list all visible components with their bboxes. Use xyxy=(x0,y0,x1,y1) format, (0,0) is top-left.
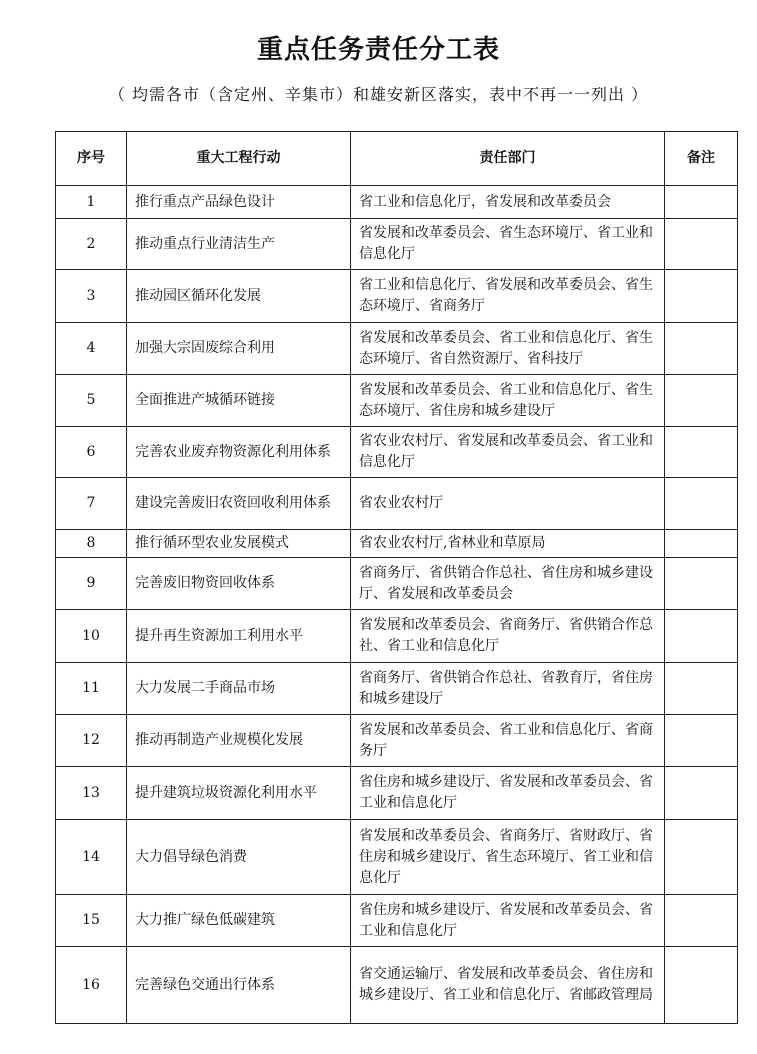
table-row xyxy=(56,375,738,427)
table-row xyxy=(56,558,738,610)
page-subtitle: （ 均需各市（含定州、辛集市）和雄安新区落实，表中不再一一列出 ） xyxy=(108,85,649,104)
cell-action: 加强大宗固废综合利用 xyxy=(127,323,351,375)
cell-index: 4 xyxy=(56,323,127,375)
cell-action: 提升建筑垃圾资源化利用水平 xyxy=(127,767,351,820)
cell-remarks xyxy=(665,558,738,610)
cell-action: 推动园区循环化发展 xyxy=(127,270,351,323)
header-remarks: 备注 xyxy=(665,132,738,186)
cell-remarks xyxy=(665,610,738,663)
cell-remarks xyxy=(665,427,738,478)
cell-action: 建设完善废旧农资回收利用体系 xyxy=(127,478,351,530)
table-row xyxy=(56,895,738,947)
cell-remarks xyxy=(665,895,738,947)
cell-department: 省住房和城乡建设厅、省发展和改革委员会、省工业和信息化厅 xyxy=(351,895,665,947)
table-row xyxy=(56,767,738,820)
table-row xyxy=(56,323,738,375)
cell-department: 省发展和改革委员会、省工业和信息化厅、省商务厅 xyxy=(351,715,665,767)
cell-remarks xyxy=(665,323,738,375)
table-row xyxy=(56,820,738,895)
cell-department: 省发展和改革委员会、省工业和信息化厅、省生态环境厅、省自然资源厅、省科技厅 xyxy=(351,323,665,375)
cell-remarks xyxy=(665,820,738,895)
cell-index: 9 xyxy=(56,558,127,610)
cell-department: 省工业和信息化厅、省发展和改革委员会、省生态环境厅、省商务厅 xyxy=(351,270,665,323)
cell-remarks xyxy=(665,270,738,323)
cell-action: 推行循环型农业发展模式 xyxy=(127,530,351,558)
cell-action: 提升再生资源加工利用水平 xyxy=(127,610,351,663)
table-row xyxy=(56,186,738,219)
cell-department: 省农业农村厅、省发展和改革委员会、省工业和信息化厅 xyxy=(351,427,665,478)
table-row xyxy=(56,947,738,1024)
cell-index: 7 xyxy=(56,478,127,530)
table-header-row xyxy=(56,132,738,186)
cell-index: 3 xyxy=(56,270,127,323)
cell-department: 省住房和城乡建设厅、省发展和改革委员会、省工业和信息化厅 xyxy=(351,767,665,820)
cell-remarks xyxy=(665,186,738,219)
cell-action: 完善农业废弃物资源化利用体系 xyxy=(127,427,351,478)
cell-index: 13 xyxy=(56,767,127,820)
cell-action: 大力倡导绿色消费 xyxy=(127,820,351,895)
cell-action: 完善绿色交通出行体系 xyxy=(127,947,351,1024)
cell-index: 10 xyxy=(56,610,127,663)
cell-department: 省农业农村厅,省林业和草原局 xyxy=(351,530,665,558)
cell-remarks xyxy=(665,715,738,767)
cell-index: 2 xyxy=(56,219,127,270)
cell-action: 大力发展二手商品市场 xyxy=(127,663,351,715)
table-row xyxy=(56,219,738,270)
table-row xyxy=(56,715,738,767)
cell-remarks xyxy=(665,375,738,427)
cell-index: 12 xyxy=(56,715,127,767)
cell-department: 省交通运输厅、省发展和改革委员会、省住房和城乡建设厅、省工业和信息化厅、省邮政管理局 xyxy=(351,947,665,1024)
cell-department: 省发展和改革委员会、省商务厅、省供销合作总社、省工业和信息化厅 xyxy=(351,610,665,663)
table-row xyxy=(56,270,738,323)
cell-index: 8 xyxy=(56,530,127,558)
cell-department: 省发展和改革委员会、省生态环境厅、省工业和信息化厅 xyxy=(351,219,665,270)
cell-action: 推动再制造产业规模化发展 xyxy=(127,715,351,767)
cell-remarks xyxy=(665,947,738,1024)
cell-remarks xyxy=(665,219,738,270)
cell-index: 11 xyxy=(56,663,127,715)
cell-department: 省发展和改革委员会、省工业和信息化厅、省生态环境厅、省住房和城乡建设厅 xyxy=(351,375,665,427)
cell-action: 推动重点行业清洁生产 xyxy=(127,219,351,270)
header-department: 责任部门 xyxy=(351,132,665,186)
cell-index: 1 xyxy=(56,186,127,219)
cell-index: 5 xyxy=(56,375,127,427)
cell-index: 14 xyxy=(56,820,127,895)
cell-remarks xyxy=(665,530,738,558)
cell-department: 省农业农村厅 xyxy=(351,478,665,530)
cell-remarks xyxy=(665,767,738,820)
cell-action: 大力推广绿色低碳建筑 xyxy=(127,895,351,947)
header-index: 序号 xyxy=(56,132,127,186)
cell-department: 省商务厅、省供销合作总社、省住房和城乡建设厅、省发展和改革委员会 xyxy=(351,558,665,610)
page-title: 重点任务责任分工表 xyxy=(256,35,500,65)
table-row xyxy=(56,478,738,530)
header-action: 重大工程行动 xyxy=(127,132,351,186)
responsibility-table xyxy=(55,131,738,1024)
cell-action: 完善废旧物资回收体系 xyxy=(127,558,351,610)
cell-action: 全面推进产城循环链接 xyxy=(127,375,351,427)
cell-action: 推行重点产品绿色设计 xyxy=(127,186,351,219)
table-row xyxy=(56,427,738,478)
cell-remarks xyxy=(665,663,738,715)
cell-remarks xyxy=(665,478,738,530)
cell-department: 省发展和改革委员会、省商务厅、省财政厅、省住房和城乡建设厅、省生态环境厅、省工业和信息化厅 xyxy=(351,820,665,895)
cell-index: 15 xyxy=(56,895,127,947)
cell-department: 省工业和信息化厅，省发展和改革委员会 xyxy=(351,186,665,219)
table-row xyxy=(56,610,738,663)
cell-index: 6 xyxy=(56,427,127,478)
cell-index: 16 xyxy=(56,947,127,1024)
table-row xyxy=(56,663,738,715)
table-row xyxy=(56,530,738,558)
cell-department: 省商务厅、省供销合作总社、省教育厅，省住房和城乡建设厅 xyxy=(351,663,665,715)
